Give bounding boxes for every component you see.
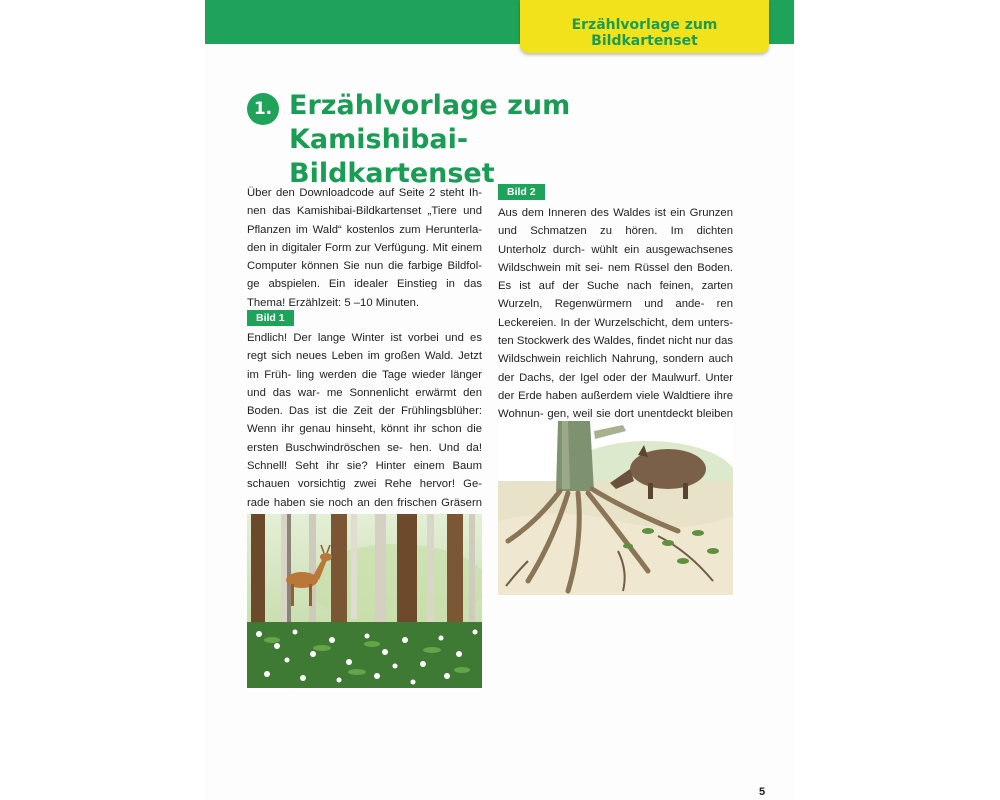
wild-boar-roots-illustration — [498, 421, 733, 595]
page-title — [289, 89, 749, 191]
text-line: me Sonnenlicht erwärmt den Boden. Das ist die — [247, 386, 482, 418]
text-line: ling werden die Tage wieder länger und das war- — [247, 368, 482, 399]
text-line: ren Leckereien. In der Wurzelschicht, dem unters- — [498, 298, 733, 329]
text-line: gen, weil sie dort unentdeckt bleiben — [547, 408, 733, 421]
text-line: haben außerdem viele Waldtiere ihre Wohnun- — [498, 389, 733, 421]
text-line: Endlich! Der lange Winter ist vorbei und es regt — [247, 332, 482, 363]
header-tab-label: Erzählvorlage zum Bildkartenset — [571, 17, 718, 49]
text-line: Aus dem Inneren des Waldes ist ein Grunzen und — [498, 207, 733, 238]
text-line: nen das Kamishibai-Bildkartenset „Tiere und — [247, 205, 482, 218]
text-line: Über den Downloadcode auf Seite 2 steht Ih- — [247, 187, 482, 199]
text-line: rade haben sie noch an den frischen Gräsern — [247, 496, 482, 509]
text-line: könnt ihr schon die ersten Buschwindröschen se- — [247, 423, 482, 454]
page-number: 5 — [759, 786, 766, 798]
forest-deer-illustration — [247, 514, 482, 688]
text-line: Zeit der Frühlingsblüher: Wenn ihr genau hinseht, — [247, 405, 482, 436]
text-line: ten Stockwerk des Waldes, findet nicht nur das — [498, 335, 733, 348]
bild-1-label: Bild 1 — [247, 310, 294, 326]
intro-paragraph — [247, 184, 482, 312]
text-line: Pflanzen im Wald“ kostenlos zum Herunterla- — [247, 223, 482, 236]
title-line-2: Bildkartenset — [289, 158, 495, 189]
section-number-badge: 1. — [247, 93, 279, 125]
text-line: sich neues Leben im großen Wald. Jetzt im Früh- — [247, 350, 482, 381]
text-line: Wildschwein reichlich Nahrung, sondern auch der — [498, 353, 733, 384]
text-line: feinen, zarten Wurzeln, Regenwürmern und ande- — [498, 280, 733, 311]
text-line: Computer können Sie nun die farbige Bildfol- — [247, 260, 482, 273]
text-line: wühlt ein ausgewachsenes Wildschwein mit sei- — [498, 243, 733, 274]
text-line: Erzählzeit: 5 –10 Minuten. — [288, 296, 420, 309]
text-line: hen. Und da! Schnell! Seht ihr sie? Hinter einem — [247, 441, 482, 473]
text-line: ge abspielen. Ein idealer Einstieg in das Thema! — [247, 278, 482, 309]
text-line: Baum schauen vorsichtig zwei Rehe hervor! Ge- — [247, 460, 482, 491]
text-line: Schmatzen zu hören. Im dichten Unterholz durch- — [498, 225, 733, 256]
header-tab — [520, 0, 769, 53]
title-line-1: Erzählvorlage zum Kamishibai- — [289, 90, 571, 155]
text-line: den in digitaler Form zur Verfügung. Mit einem — [247, 241, 482, 254]
bild-2-label: Bild 2 — [498, 184, 545, 200]
text-line: Dachs, der Igel oder der Maulwurf. Unter der Erde — [498, 371, 734, 402]
text-line: nem Rüssel den Boden. Es ist auf der Suche nach — [498, 261, 734, 293]
